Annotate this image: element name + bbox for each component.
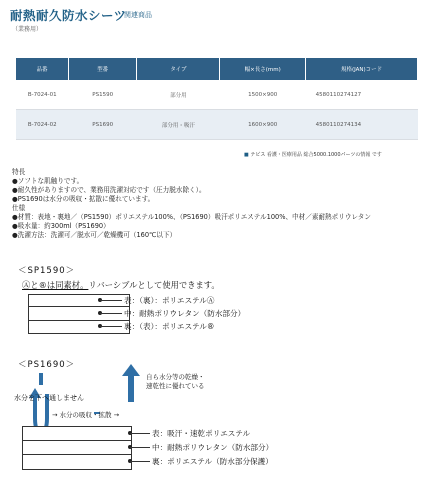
feature-item: ●PS1690は水分の吸収・拡散に優れています。 — [12, 195, 155, 203]
ps1690-heading: ＜PS1690＞ — [18, 360, 76, 370]
layer-label: 中：耐熱ポリウレタン（防水部分） — [124, 309, 246, 318]
table-cell: 部分用 — [137, 80, 220, 110]
table-cell: PS1590 — [69, 80, 137, 110]
connector-line — [130, 461, 150, 462]
sp1590-note-rest: リバーシブルとして使用できます。 — [88, 280, 220, 290]
spec-item: ●洗濯方法：洗濯可／脱水可／乾燥機可（160℃以下） — [12, 231, 177, 239]
spec-heading: 仕様 — [12, 204, 26, 212]
footnote-text: テピス 看護・医療用品 総合5000.1000パーツの情報 です — [250, 152, 382, 158]
right-caption-2: 速乾性に優れている — [146, 382, 205, 390]
table-cell: 部分用・吸汗 — [137, 110, 220, 140]
page-title: 耐熱耐久防水シーツ — [10, 8, 127, 23]
left-caption: 水分を下へ通しません — [14, 394, 84, 402]
table-cell: B-7024-02 — [16, 110, 69, 140]
features-heading: 特長 — [12, 168, 26, 176]
right-caption-1: 自ら水分等の乾燥・ — [146, 373, 205, 381]
square-bullet-icon: ■ — [244, 152, 249, 158]
sp1590-note-prefix: Ⓐと®は同素材。 — [22, 280, 89, 290]
table-cell: 1600×900 — [220, 110, 306, 140]
layer-bottom — [22, 454, 132, 470]
table-cell: PS1690 — [69, 110, 137, 140]
sp1590-heading: ＜SP1590＞ — [18, 266, 76, 276]
feature-item: ●耐久性がありますので、業務用洗濯対応です（圧力脱水除く）。 — [12, 186, 206, 194]
column-header: 型番 — [69, 58, 137, 80]
layer-label: 中：耐熱ポリウレタン（防水部分） — [152, 443, 274, 452]
feature-item: ●ソフトな肌触りです。 — [12, 177, 84, 185]
up-arrow-shaft — [128, 374, 134, 402]
arrow-up-icon — [122, 364, 140, 376]
column-header: 規格(JAN)コード — [306, 58, 418, 80]
table-cell: 1500×900 — [220, 80, 306, 110]
related-products-label: 関連商品 — [124, 11, 152, 19]
column-header: 品番 — [16, 58, 69, 80]
spec-item: ●材質：表地・裏地／（PS1590）ポリエステル100%、（PS1690）吸汗ポリエステル100%、中材／素耐熱ポリウレタン — [12, 213, 371, 221]
column-header: タイプ — [137, 58, 220, 80]
layer-label: 裏：ポリエステル（防水部分保護） — [152, 457, 273, 466]
connector-line — [130, 433, 150, 434]
table-cell: B-7024-01 — [16, 80, 69, 110]
layer-label: 表：吸汗・速乾ポリエステル — [152, 429, 251, 438]
table-cell: 4580110274127 — [306, 80, 418, 110]
table-cell: 4580110274134 — [306, 110, 418, 140]
spec-item: ●吸水量：約300ml（PS1690） — [12, 222, 110, 230]
page-subtitle: （業務用） — [12, 26, 43, 33]
layer-label: 表：（裏）：ポリエステルⒶ — [124, 296, 215, 305]
blue-bar-icon — [39, 373, 43, 385]
connector-line — [130, 447, 150, 448]
column-header: 幅×長さ(mm) — [220, 58, 306, 80]
middle-caption: → 水分の吸収・拡散 → — [52, 411, 120, 419]
layer-label: 裏：（表）：ポリエステル® — [124, 322, 215, 331]
